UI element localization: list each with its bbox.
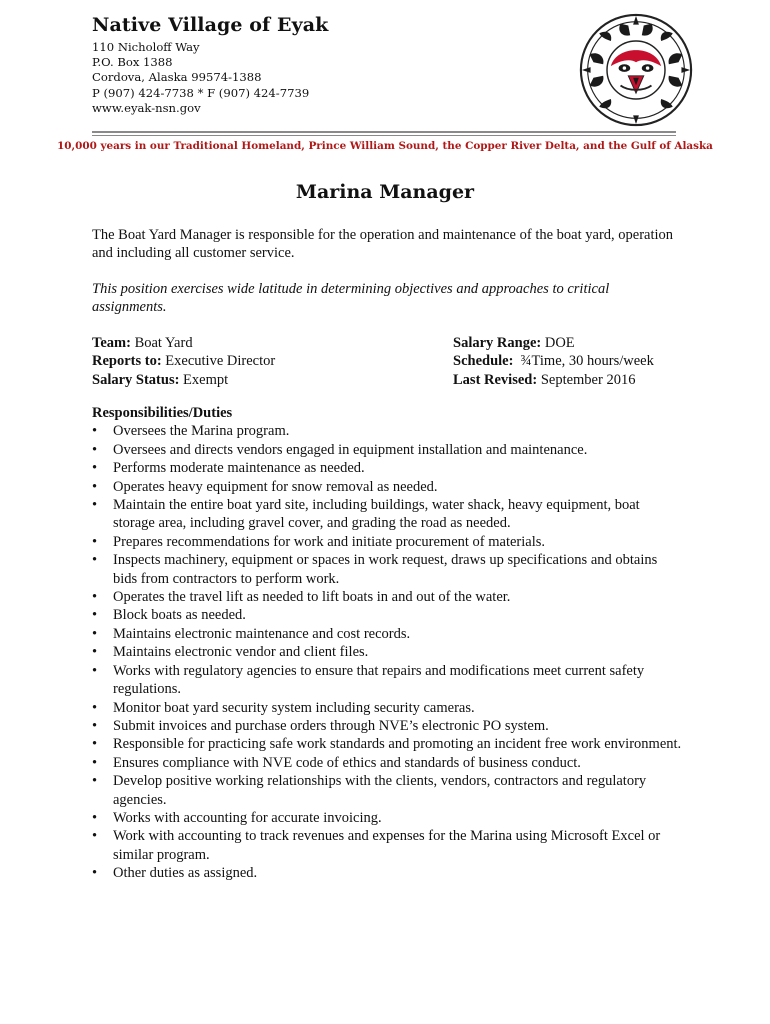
bullet-icon: • bbox=[92, 773, 98, 790]
salary-range-field: Salary Range: DOE bbox=[453, 335, 575, 351]
bullet-icon: • bbox=[92, 460, 98, 477]
address-po-box: P.O. Box 1388 bbox=[92, 55, 173, 70]
salary-status-field: Salary Status: Exempt bbox=[92, 371, 229, 388]
bullet-icon: • bbox=[92, 423, 98, 440]
latitude-statement: This position exercises wide latitude in determining objectives and approaches to critical assignments. bbox=[92, 281, 610, 316]
reports-to-field: Reports to: Executive Director bbox=[92, 353, 276, 370]
last-revised-field: Last Revised: September 2016 bbox=[453, 371, 636, 388]
list-item bbox=[92, 478, 682, 496]
bullet-icon: • bbox=[92, 736, 98, 753]
list-item-text: Inspects machinery, equipment or spaces in work request, draws up specifications and obtains bids from contractors to perform work. bbox=[113, 552, 658, 587]
page-title: Marina Manager bbox=[295, 181, 475, 203]
bullet-icon: • bbox=[92, 589, 98, 606]
list-item-text: Oversees and directs vendors engaged in equipment installation and maintenance. bbox=[113, 441, 588, 458]
list-item bbox=[92, 717, 682, 735]
bullet-icon: • bbox=[92, 441, 98, 458]
list-item-text: Works with accounting for accurate invoicing. bbox=[113, 809, 382, 826]
list-item bbox=[92, 662, 682, 699]
header-divider-thin bbox=[92, 135, 676, 136]
list-item bbox=[92, 735, 682, 753]
list-item-text: Submit invoices and purchase orders through NVE’s electronic PO system. bbox=[113, 717, 549, 734]
list-item-text: Performs moderate maintenance as needed. bbox=[113, 460, 365, 477]
position-details-right bbox=[453, 334, 654, 389]
bullet-icon: • bbox=[92, 625, 98, 642]
schedule-field: Schedule: ¾Time, 30 hours/week bbox=[453, 353, 654, 370]
list-item bbox=[92, 441, 682, 459]
list-item bbox=[92, 551, 682, 588]
bullet-icon: • bbox=[92, 607, 98, 624]
list-item bbox=[92, 459, 682, 477]
list-item bbox=[92, 699, 682, 717]
list-item-text: Maintain the entire boat yard site, including buildings, water shack, heavy equipment, boat storage area, including gravel cover, and grading the road as needed. bbox=[113, 497, 640, 532]
bullet-icon: • bbox=[92, 644, 98, 661]
list-item-text: Oversees the Marina program. bbox=[113, 423, 290, 440]
bullet-icon: • bbox=[92, 497, 98, 514]
bullet-icon: • bbox=[92, 478, 98, 495]
list-item bbox=[92, 772, 682, 809]
list-item-text: Ensures compliance with NVE code of ethics and standards of business conduct. bbox=[113, 754, 581, 771]
list-item-text: Works with regulatory agencies to ensure that repairs and modifications meet current safety regulations. bbox=[113, 662, 645, 698]
header-divider bbox=[92, 131, 676, 133]
bullet-icon: • bbox=[92, 809, 98, 826]
list-item-text: Responsible for practicing safe work standards and promoting an incident free work environment. bbox=[113, 736, 682, 753]
position-summary: The Boat Yard Manager is responsible for the operation and maintenance of the boat yard, operation and including all customer service. bbox=[92, 227, 674, 262]
list-item-text: Develop positive working relationships with the clients, vendors, contractors and regulatory agencies. bbox=[113, 773, 647, 808]
tribal-seal-icon bbox=[578, 12, 694, 128]
team-field: Team: Boat Yard bbox=[92, 335, 193, 351]
list-item-text: Maintains electronic maintenance and cost records. bbox=[113, 625, 411, 642]
website: www.eyak-nsn.gov bbox=[92, 100, 201, 115]
address-city: Cordova, Alaska 99574-1388 bbox=[92, 70, 262, 85]
bullet-icon: • bbox=[92, 717, 98, 734]
list-item-text: Prepares recommendations for work and initiate procurement of materials. bbox=[113, 533, 546, 550]
list-item bbox=[92, 643, 682, 661]
list-item bbox=[92, 625, 682, 643]
organization-name: Native Village of Eyak bbox=[92, 14, 329, 36]
bullet-icon: • bbox=[92, 662, 98, 679]
responsibilities-section bbox=[92, 404, 682, 883]
list-item bbox=[92, 809, 682, 827]
heritage-tagline: 10,000 years in our Traditional Homeland, Prince William Sound, the Copper River Delta, and the Gulf of Alaska bbox=[57, 140, 713, 152]
bullet-icon: • bbox=[92, 552, 98, 569]
bullet-icon: • bbox=[92, 828, 98, 845]
list-item-text: Operates the travel lift as needed to lift boats in and out of the water. bbox=[113, 589, 511, 606]
list-item-text: Maintains electronic vendor and client files. bbox=[113, 644, 369, 661]
list-item bbox=[92, 864, 682, 882]
bullet-icon: • bbox=[92, 754, 98, 771]
list-item bbox=[92, 606, 682, 624]
responsibilities-list bbox=[92, 422, 682, 882]
list-item bbox=[92, 588, 682, 606]
list-item-text: Operates heavy equipment for snow removal as needed. bbox=[113, 478, 438, 495]
list-item bbox=[92, 754, 682, 772]
phone-fax: P (907) 424-7738 * F (907) 424-7739 bbox=[92, 85, 310, 100]
list-item-text: Work with accounting to track revenues and expenses for the Marina using Microsoft Excel or similar program. bbox=[113, 828, 661, 863]
list-item bbox=[92, 422, 682, 440]
list-item bbox=[92, 496, 682, 533]
list-item-text: Other duties as assigned. bbox=[113, 865, 258, 882]
letterhead-address-block bbox=[92, 14, 328, 116]
responsibilities-heading: Responsibilities/Duties bbox=[92, 405, 233, 421]
list-item-text: Monitor boat yard security system including security cameras. bbox=[113, 699, 475, 716]
position-details-left bbox=[92, 334, 275, 389]
bullet-icon: • bbox=[92, 699, 98, 716]
bullet-icon: • bbox=[92, 865, 98, 882]
list-item bbox=[92, 827, 682, 864]
bullet-icon: • bbox=[92, 533, 98, 550]
address-street: 110 Nicholoff Way bbox=[92, 40, 200, 54]
list-item bbox=[92, 533, 682, 551]
list-item-text: Block boats as needed. bbox=[113, 607, 246, 624]
